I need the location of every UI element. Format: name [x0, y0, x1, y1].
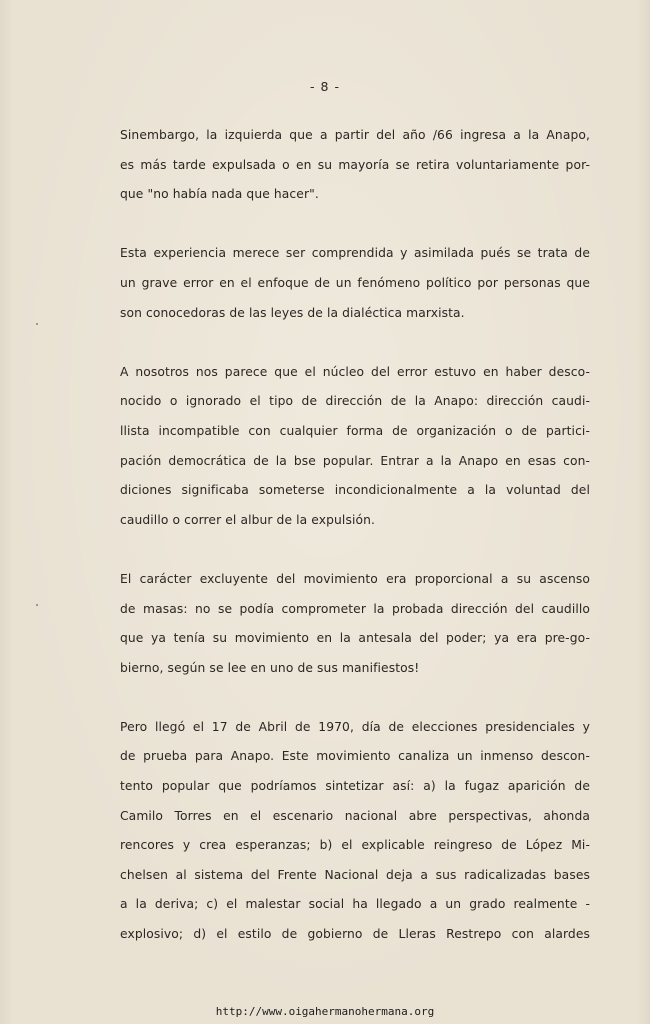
- text-line: Sinembargo, la izquierda que a partir del año /66 ingresa a la Anapo,: [120, 128, 590, 142]
- text-line: bierno, según se lee en uno de sus manifiestos!: [120, 660, 420, 675]
- text-line: El carácter excluyente del movimiento era proporcional a su ascenso: [120, 571, 590, 586]
- paragraph-1: [120, 121, 590, 210]
- text-line: Esta experiencia merece ser comprendida y asimilada pués se trata de: [120, 246, 590, 261]
- paragraph-2: [120, 239, 590, 328]
- text-line: caudillo o correr el albur de la expulsión.: [120, 512, 375, 527]
- paper-speck: [36, 604, 38, 606]
- text-line: pación democrática de la bse popular. Entrar a la Anapo en esas con-: [120, 453, 590, 468]
- text-line: que ya tenía su movimiento en la antesala del poder; ya era pre-go-: [120, 631, 590, 646]
- text-line: que "no había nada que hacer".: [120, 187, 319, 202]
- text-line: es más tarde expulsada o en su mayoría se retira voluntariamente por-: [120, 157, 590, 172]
- text-line: de prueba para Anapo. Este movimiento canaliza un inmenso descon-: [120, 749, 590, 764]
- text-line: rencores y crea esperanzas; b) el explicable reingreso de López Mi-: [120, 838, 590, 853]
- text-line: tento popular que podríamos sintetizar así: a) la fugaz aparición de: [120, 779, 590, 794]
- text-line: son conocedoras de las leyes de la dialéctica marxista.: [120, 305, 465, 320]
- text-line: A nosotros nos parece que el núcleo del error estuvo en haber desco-: [120, 364, 590, 379]
- text-line: Camilo Torres en el escenario nacional abre perspectivas, ahonda: [120, 808, 590, 823]
- text-line: chelsen al sistema del Frente Nacional deja a sus radicalizadas bases: [120, 867, 590, 882]
- text-line: a la deriva; c) el malestar social ha llegado a un grado realmente -: [120, 897, 590, 912]
- paragraph-5: [120, 713, 590, 950]
- text-line: diciones significaba someterse incondicionalmente a la voluntad del: [120, 483, 590, 498]
- paragraph-3: [120, 358, 590, 536]
- body-text: [120, 121, 590, 950]
- text-line: explosivo; d) el estilo de gobierno de Lleras Restrepo con alardes: [120, 927, 590, 942]
- text-line: de masas: no se podía comprometer la probada dirección del caudillo: [120, 601, 590, 616]
- text-line: nocido o ignorado el tipo de dirección de la Anapo: dirección caudi-: [120, 394, 590, 409]
- text-line: un grave error en el enfoque de un fenómeno político por personas que: [120, 275, 590, 290]
- paper-speck: [36, 323, 38, 325]
- page-number: - 8 -: [310, 79, 340, 94]
- text-line: Pero llegó el 17 de Abril de 1970, día de elecciones presidenciales y: [120, 719, 590, 734]
- text-line: llista incompatible con cualquier forma de organización o de partici-: [120, 423, 590, 438]
- paragraph-4: [120, 565, 590, 683]
- footer-url: http://www.oigahermanohermana.org: [215, 1005, 435, 1018]
